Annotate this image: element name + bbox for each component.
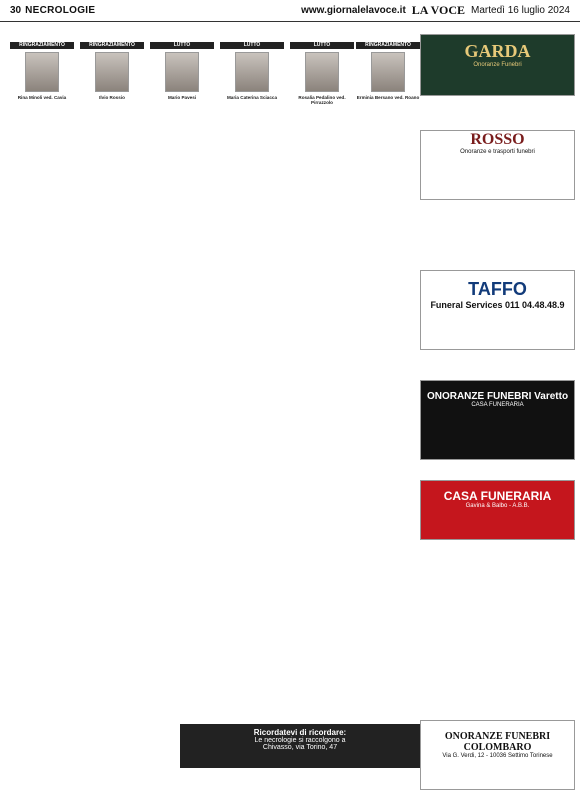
ad-subtitle: Onoranze e trasporti funebri [460,149,535,155]
ad-title: ONORANZE FUNEBRI Varetto [426,391,569,402]
ad-title: GARDA [464,41,531,61]
section-title: NECROLOGIE [25,5,96,16]
obituary-column [356,40,420,100]
notice-band: RINGRAZIAMENTO [10,42,74,49]
footer-title: Ricordatevi di ricordare: [253,728,347,737]
footer-text: Le necrologie si raccolgono a [254,737,346,744]
header-right [301,3,570,18]
deceased-photo [165,52,199,92]
notice-band: LUTTO [150,42,214,49]
deceased-photo [235,52,269,92]
advertisement[interactable] [420,34,575,96]
advertisement[interactable] [420,270,575,350]
deceased-name: Erminia Bersano ved. Roano [356,95,420,101]
notice-band: LUTTO [220,42,284,49]
deceased-name: Mario Pavesi [167,95,197,101]
deceased-photo [305,52,339,92]
notice-band: RINGRAZIAMENTO [80,42,144,49]
ad-subtitle: Funeral Services 011 04.48.48.9 [430,300,565,310]
obituary-column [10,40,74,100]
issue-date: Martedì 16 luglio 2024 [471,5,570,16]
ad-subtitle: Via G. Verdi, 12 - 10036 Settimo Torinese [442,753,553,759]
brand-name: LA VOCE [411,3,466,17]
site-link[interactable]: www.giornalelavoce.it [301,5,406,16]
advertisement[interactable] [420,720,575,790]
ad-title: ONORANZE FUNEBRI COLOMBARO [444,731,551,753]
deceased-name: Rosalia Pedalino ved. Pirrazzolo [298,95,346,106]
obituary-column [80,40,144,100]
ad-subtitle: CASA FUNERARIA [471,402,524,408]
notice-band: LUTTO [290,42,354,49]
notice-band: RINGRAZIAMENTO [356,42,420,49]
footer-address: Chivasso, via Torino, 47 [262,744,338,751]
advertisement[interactable] [420,380,575,460]
ad-title: TAFFO [468,279,527,299]
deceased-photo [95,52,129,92]
deceased-name: Rina Minoli ved. Cavia [17,95,67,101]
ad-title: CASA FUNERARIA [443,489,552,503]
ad-subtitle: Onoranze Funebri [473,62,522,68]
advertisement[interactable] [420,130,575,200]
obituary-column [290,40,354,106]
deceased-photo [25,52,59,92]
page-number: 30 [10,5,22,16]
obituary-column [220,40,284,100]
deceased-photo [371,52,405,92]
deceased-name: Maria Caterina Sciacca [226,95,278,101]
obituary-column [150,40,214,100]
advertisement[interactable] [420,480,575,540]
ad-title: ROSSO [470,131,525,148]
page-header [0,0,580,22]
ad-subtitle: Gavina & Balbo - A.B.B. [465,503,530,509]
footer-notice [180,724,420,768]
deceased-name: Ilvio Rossio [99,95,125,101]
